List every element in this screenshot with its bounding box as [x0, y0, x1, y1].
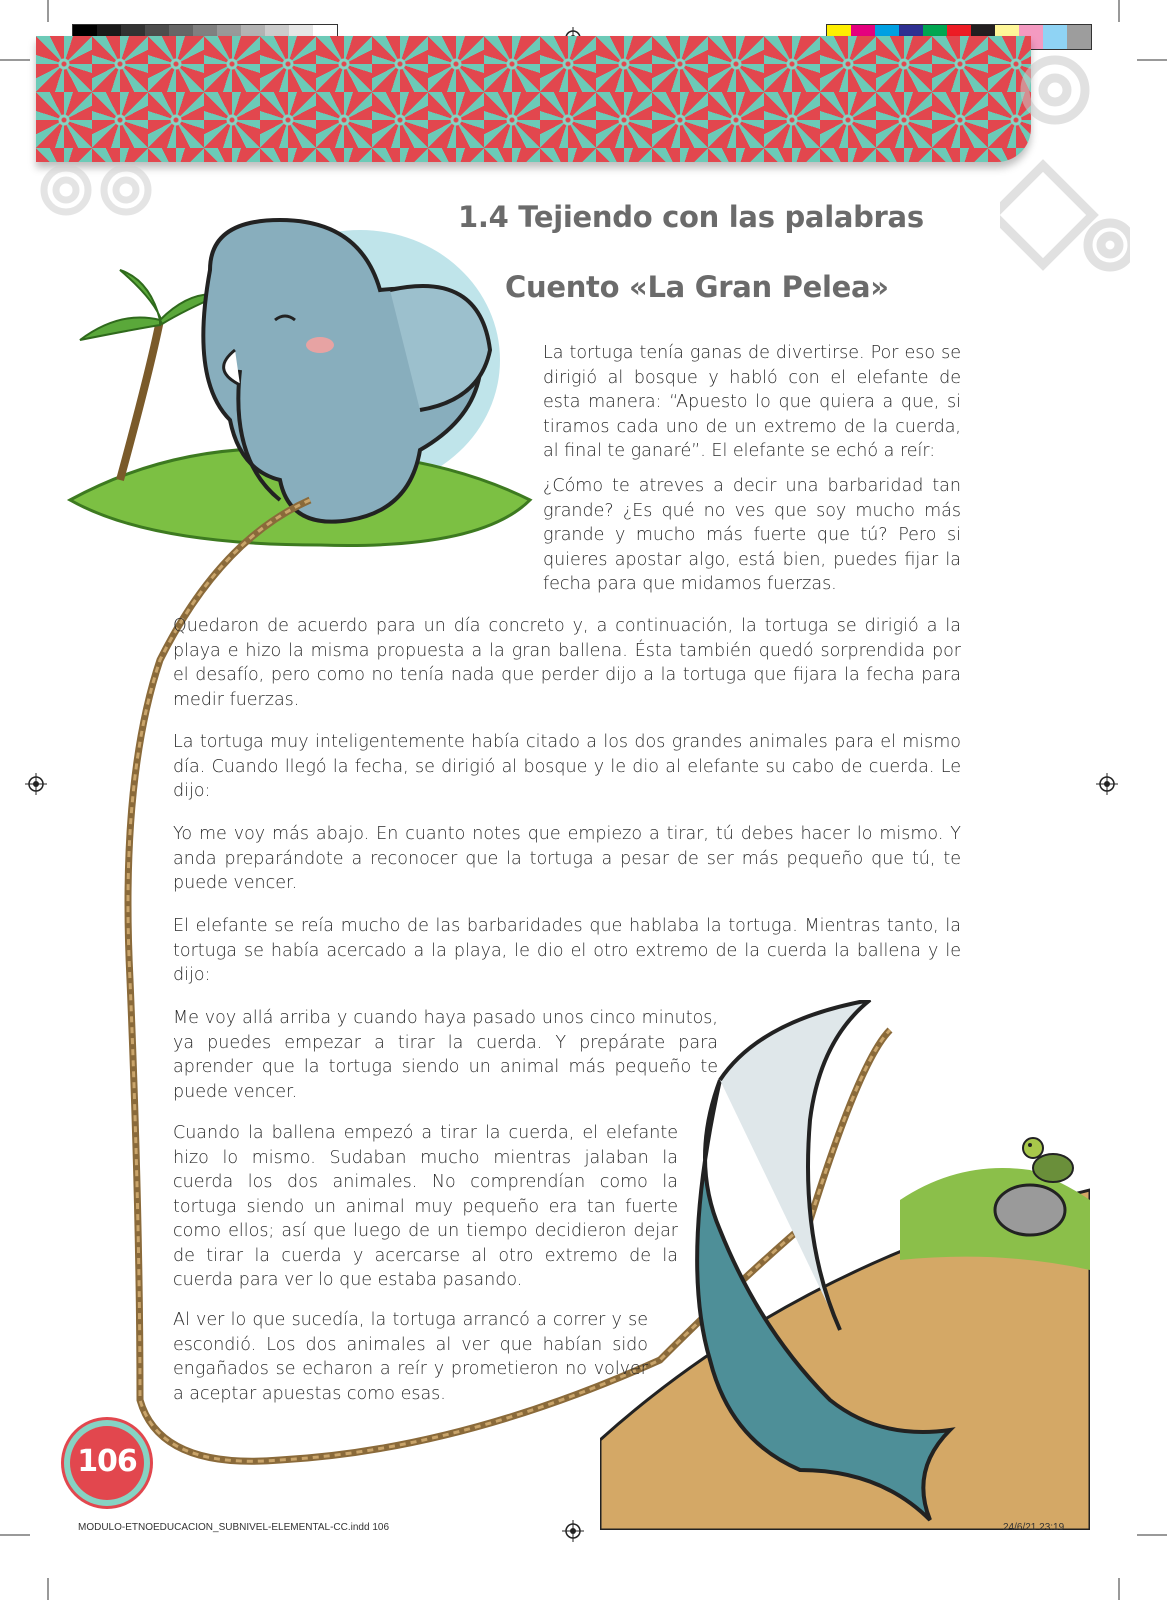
decorative-header-banner: [36, 36, 1031, 162]
page-number-badge: [70, 1426, 144, 1500]
story-paragraph-2: ¿Cómo te atreves a decir una barbaridad tan grande? ¿Es qué no ves que soy mucho más grande y mucho más fuerte que tú? Pero si quieres apostar algo, está bien, puedes fijar la fecha para que midamos fuerzas.: [543, 476, 961, 594]
footer-file-name: MODULO-ETNOEDUCACION_SUBNIVEL-ELEMENTAL-CC.indd 106: [78, 1522, 390, 1533]
story-paragraph-3: Quedaron de acuerdo para un día concreto y, a continuación, la tortuga se dirigió a la playa e hizo la misma propuesta a la gran ballena. Ésta también quedó sorprendida por el desafío, pero como no tenía nada que perder dijo a la tortuga que fijara la fecha para medir fuerzas.: [173, 616, 961, 710]
story-paragraph-7: Me voy allá arriba y cuando haya pasado unos cinco minutos, ya puedes empezar a tirar la cuerda. Y prepárate para aprender que la tortuga siendo un animal más pequeño te puede vencer.: [173, 1008, 718, 1102]
story-paragraph-1: La tortuga tenía ganas de divertirse. Por eso se dirigió al bosque y habló con el elefante de esta manera: “Apuesto lo que quiera a que, si tiramos cada uno de un extremo de la cuerda, al final te ganaré”. El elefante se echó a reír:: [543, 343, 961, 461]
turtle-icon: [1015, 1128, 1080, 1188]
story-paragraph-8: Cuando la ballena empezó a tirar la cuerda, el elefante hizo lo mismo. Sudaban mucho mientras jalaban la cuerda los dos animales. No comprendían como la tortuga siendo un animal muy pequeño era tan fuerte como ellos; así que luego de un tiempo decidieron dejar de tirar la cuerda y acercarse al otro extremo de la cuerda para ver lo que estaba pasando.: [173, 1123, 678, 1290]
story-title: Cuento «La Gran Pelea»: [505, 270, 889, 304]
story-paragraph-6: El elefante se reía mucho de las barbaridades que hablaba la tortuga. Mientras tanto, la tortuga se había acercado a la playa, le dio el otro extremo de la cuerda la ballena y le dijo:: [173, 916, 961, 985]
ornament-icon: [1000, 30, 1130, 290]
section-title: 1.4 Tejiendo con las palabras: [458, 200, 924, 234]
page-number: 106: [77, 1444, 137, 1479]
footer-date: 24/6/21 23:19: [1003, 1522, 1065, 1533]
story-paragraph-5: Yo me voy más abajo. En cuanto notes que empiezo a tirar, tú debes hacer lo mismo. Y anda preparándote a reconocer que la tortuga a pesar de ser más pequeño que tú, te puede vencer.: [173, 824, 961, 893]
story-paragraph-4: La tortuga muy inteligentemente había citado a los dos grandes animales para el mismo día. Cuando llegó la fecha, se dirigió al bosque y le dio al elefante su cabo de cuerda. Le dijo:: [173, 732, 961, 801]
story-paragraph-9: Al ver lo que sucedía, la tortuga arrancó a correr y se escondió. Los dos animales al ver que habían sido engañados se echaron a reír y prometieron no volver a aceptar apuestas como esas.: [173, 1310, 648, 1404]
